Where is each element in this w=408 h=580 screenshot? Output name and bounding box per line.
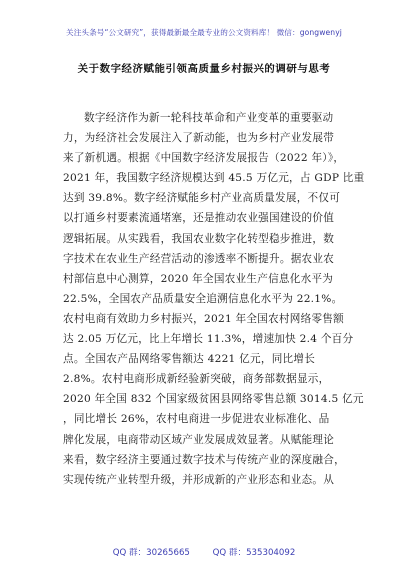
- footer-qq-group-2: QQ 群：535304092: [212, 548, 296, 558]
- body-line: 字技术在农业生产经营活动的渗透率不断提升。据农业农: [63, 252, 335, 265]
- body-line: 点。全国农产品网络零售额达 4221 亿元，同比增长: [63, 353, 316, 366]
- body-line: 来了新机遇。根据《中国数字经济发展报告（2022 年）》，: [63, 152, 345, 165]
- body-line: 2020 年全国 832 个国家级贫困县网络零售总额 3014.5 亿元: [63, 393, 364, 406]
- body-line: 达 2.05 万亿元，比上年增长 11.3%，增速加快 2.4 个百分: [63, 333, 354, 346]
- body-line: 达到 39.8%。数字经济赋能乡村产业高质量发展，不仅可: [63, 192, 341, 205]
- body-line: 2.8%。农村电商形成新经验新突破，商务部数据显示，: [63, 373, 330, 386]
- body-line: 22.5%，全国农产品质量安全追溯信息化水平为 22.1%。: [63, 292, 343, 305]
- footer-qq-group-1: QQ 群：30265665: [112, 548, 190, 558]
- body-line: 来看，数字经济主要通过数字技术与传统产业的深度融合，: [63, 453, 345, 466]
- document-title: 关于数字经济赋能引领高质量乡村振兴的调研与思考: [77, 63, 331, 75]
- footer-contact: [0, 546, 408, 558]
- body-line: 力，为经济社会发展注入了新动能，也为乡村产业发展带: [63, 132, 335, 145]
- body-line: 村部信息中心测算，2020 年全国农业生产信息化水平为: [63, 272, 334, 285]
- body-line: 农村电商有效助力乡村振兴，2021 年全国农村网络零售额: [63, 312, 344, 325]
- body-line: 2021 年，我国数字经济规模达到 45.5 万亿元，占 GDP 比重: [63, 172, 365, 185]
- body-line: 实现传统产业转型升级，并形成新的产业形态和业态。从: [63, 473, 335, 486]
- body-line: 以打通乡村要素流通堵塞，还是推动农业强国建设的价值: [63, 212, 335, 225]
- body-line: 逻辑拓展。从实践看，我国农业数字化转型稳步推进，数: [63, 232, 335, 245]
- header-note: 关注头条号“公文研究”，获得最新最全最专业的公文资料库！ 微信：gongwenyj: [66, 28, 342, 37]
- body-line: 数字经济作为新一轮科技革命和产业变革的重要驱动: [84, 112, 334, 124]
- body-line: 牌化发展，电商带动区域产业发展成效显著。从赋能理论: [63, 433, 335, 446]
- document-body: [63, 108, 365, 490]
- body-line: ，同比增长 26%，农村电商进一步促进农业标准化、品: [63, 413, 330, 426]
